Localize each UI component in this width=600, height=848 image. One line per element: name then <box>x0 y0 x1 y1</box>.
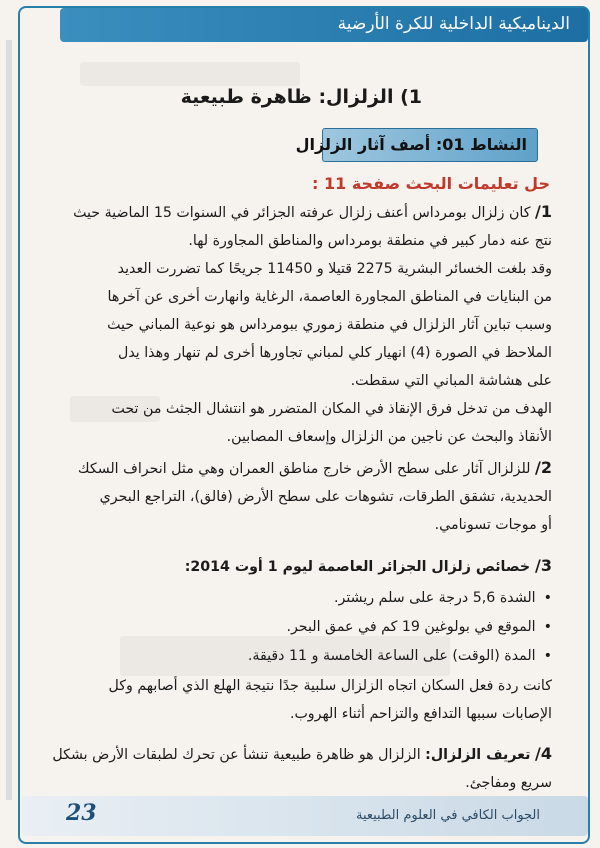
answer-1-line: الملاحظ في الصورة (4) انهيار كلي لمباني تجاورها أخرى لم تنهار وهذا يدل <box>118 345 552 361</box>
answer-4-term: تعريف الزلزال: <box>425 747 531 763</box>
bleed-through-block <box>80 62 300 86</box>
section-title: 1) الزلزال: ظاهرة طبيعية <box>180 86 422 108</box>
solution-heading: حل تعليمات البحث صفحة 11 : <box>312 174 550 193</box>
answer-1-line: وسبب تباين آثار الزلزال في منطقة زموري ببومرداس هو نوعية المباني حيث <box>107 317 552 333</box>
answer-4-line: 4/ تعريف الزلزال: الزلزال هو ظاهرة طبيعية تنشأ عن تحرك لطبقات الأرض بشكل <box>52 744 552 763</box>
activity-label: النشاط 01: أصف آثار الزلزال <box>295 135 527 154</box>
answer-3-line: الإصابات سببها التدافع والتزاحم أثناء الهروب. <box>289 706 552 722</box>
list-item: • الشدة 5,6 درجة على سلم ريشتر. <box>82 584 552 613</box>
answer-1-line: نتج عنه دمار كبير في منطقة بومرداس والمناطق المجاورة لها. <box>188 233 552 249</box>
answer-1-line: وقد بلغت الخسائر البشرية 2275 قتيلا و 11450 جريحًا كما تضررت العديد <box>117 261 552 277</box>
answer-2-index: 2/ <box>535 458 552 477</box>
answer-2 <box>52 454 552 539</box>
answer-3-text <box>52 672 552 728</box>
answer-2-line: الحديدية، تشقق الطرقات، تشوهات على سطح الأرض (فالق)، التراجع البحري <box>99 489 552 505</box>
answer-4-index: 4/ <box>535 744 552 763</box>
answer-3-line: كانت ردة فعل السكان اتجاه الزلزال سلبية جدًا نتيجة الهلع الذي أصابهم وكل <box>108 678 552 694</box>
list-item: • الموقع في بولوغين 19 كم في عمق البحر. <box>82 613 552 642</box>
page-spine <box>6 40 12 800</box>
answer-4 <box>52 740 552 797</box>
answer-1-line: الأنقاذ والبحث عن ناجين من الزلزال وإسعاف المصابين. <box>226 429 552 445</box>
header-title: الديناميكية الداخلية للكرة الأرضية <box>337 14 570 34</box>
answer-3-bullets <box>82 584 552 671</box>
book-title: الجواب الكافي في العلوم الطبيعية <box>355 808 540 823</box>
answer-1-line: من البنايات في المناطق المجاورة العاصمة، الرغاية وانهارت أخرى عن آخرها <box>107 289 552 305</box>
answer-1-line: 1/ كان زلزال بومرداس أعنف زلزال عرفته الجزائر في السنوات 15 الماضية حيث <box>73 202 552 221</box>
answer-1-line: على هشاشة المباني التي سقطت. <box>350 373 552 389</box>
answer-1-line: الهدف من تدخل فرق الإنقاذ في المكان المتضرر هو انتشال الجثث من تحت <box>111 401 552 417</box>
answer-1-index: 1/ <box>535 202 552 221</box>
activity-box <box>295 128 538 162</box>
page-number: 23 <box>66 800 97 826</box>
answer-2-line: أو موجات تسونامي. <box>434 517 552 533</box>
answer-3-heading <box>52 552 552 581</box>
answer-3-index: 3/ <box>535 556 552 575</box>
answer-2-line: 2/ للزلزال آثار على سطح الأرض خارج مناطق العمران وهي مثل انحراف السكك <box>77 458 552 477</box>
answer-1 <box>52 198 552 451</box>
answer-3-title: خصائص زلزال الجزائر العاصمة ليوم 1 أوت 2014: <box>184 559 531 575</box>
header-bar <box>60 8 588 42</box>
list-item: • المدة (الوقت) على الساعة الخامسة و 11 دقيقة. <box>82 642 552 671</box>
answer-4-line: سريع ومفاجئ. <box>465 775 552 791</box>
